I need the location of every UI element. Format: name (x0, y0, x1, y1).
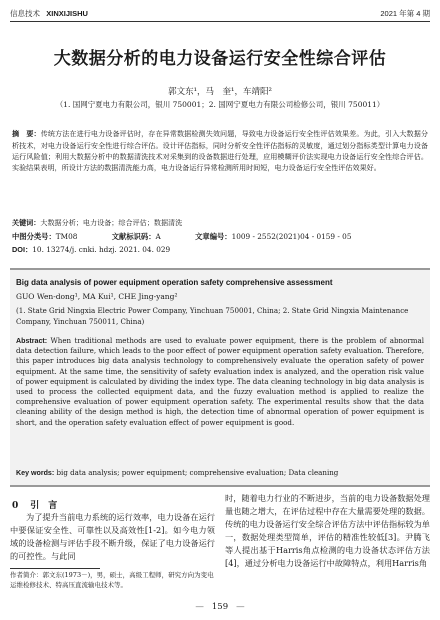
body-column-right (225, 492, 430, 570)
english-abstract-label: Abstract: (16, 337, 48, 345)
doi-row (12, 245, 428, 255)
english-keywords (16, 468, 424, 477)
abstract-cn-text: 传统方法在进行电力设备评估时，存在异常数据检测失效问题，导致电力设备运行安全性评估效果差。为此，引入大数据分析技术，对电力设备运行安全性进行综合评估。设计评估指标，同时分析安全性评估指标的灵敏度，通过划分指标类型计算电力设备运行风险值；利用大数据分析中的数据清洗技术对采集到的设备数据进行处理，应用模糊评价法实现电力设备运行安全性综合评估。实验结果表明，所设计方法的数据清洗能力高，电力设备运行异常检测所用时间短，电力设备运行安全性评估效果好。 (12, 129, 429, 172)
intro-paragraph-left: 为了提升当前电力系统的运行效率，电力设备在运行中要保证安全性、可靠性以及高效性[1-2]。如今电力领域的设备检测与评估手段不断升级，保证了电力设备运行的可控性。与此同 (10, 512, 215, 561)
footnote-divider (10, 568, 100, 569)
clc-value: TM08 (55, 232, 78, 241)
header-divider (10, 21, 430, 22)
english-authors: GUO Wen-dong¹, MA Kui¹, CHE Jing-yang² (16, 292, 178, 301)
paper-title: 大数据分析的电力设备运行安全性综合评估 (53, 49, 387, 69)
classification-row (12, 232, 428, 242)
english-keywords-text: big data analysis; power equipment; comprehensive evaluation; Data cleaning (56, 468, 339, 477)
abstract-cn-label: 摘 要： (12, 130, 41, 138)
author-list: 郭文东¹，马 奎¹，车靖阳² (168, 87, 272, 97)
section-title-text: 引 言 (30, 501, 58, 511)
journal-name-en: XINXIJISHU (46, 9, 88, 18)
english-abstract-box (10, 268, 430, 487)
article-no-label: 文章编号： (195, 232, 232, 241)
clc-label: 中图分类号： (12, 232, 56, 241)
doi-label: DOI： (12, 245, 33, 254)
abstract-cn (12, 128, 428, 173)
article-no-value: 1009 - 2552(2021)04 - 0159 - 05 (231, 232, 352, 241)
author-footnote: 作者简介：郭文东(1973－)，男，硕士，高级工程师，研究方向为变电运维检修技术、特高压直流输电技术等。 (10, 571, 214, 589)
english-title: Big data analysis of power equipment operation safety comprehensive assessment (16, 278, 333, 287)
issue-label: 2021 年第 4 期 (380, 9, 430, 18)
keywords-cn-label: 关键词： (12, 219, 41, 227)
section-heading-intro (12, 498, 215, 511)
section-number: 0 (12, 501, 19, 511)
english-abstract-text: When traditional methods are used to evaluate power equipment, there is the problem of abnormal data detection failure, which leads to the poor effect of power equipment operation safety evaluation. Therefore, this paper introduces big data analysis technology to comprehensively evaluate the operation safety of power equipment. At the same time, the sensitivity of safety evaluation index is analyzed, and the operation risk value of power equipment is calculated by dividing the index type. The data cleaning technology in big data analysis is used to process the collected equipment data, and the fuzzy evaluation method is applied to realize the comprehensive evaluation of power equipment operation safety. The experimental results show that the data cleaning ability of the design method is high, the detection time of abnormal operation of power equipment is short, and the operation safety evaluation effect of power equipment is good. (16, 336, 424, 427)
english-abstract (16, 336, 424, 428)
keywords-cn (12, 218, 428, 228)
journal-name-cn: 信息技术 (10, 9, 40, 18)
doc-code-label: 文献标识码： (111, 232, 156, 241)
english-keywords-label: Key words: (16, 469, 55, 477)
doc-code-value: A (155, 232, 161, 241)
body-column-left (10, 492, 215, 563)
page-number: — 159 — (195, 602, 245, 612)
doi-value: 10. 13274/j. cnki. hdzj. 2021. 04. 029 (32, 245, 171, 254)
english-affiliation: (1. State Grid Ningxia Electric Power Company, Yinchuan 750001, China; 2. State Grid Ningxia Maintenance Company, Yinchuan 750011, China) (16, 306, 409, 326)
keywords-cn-text: 大数据分析；电力设备；综合评估；数据清洗 (40, 218, 183, 227)
running-header (10, 6, 430, 20)
page-number-value: 159 (211, 602, 229, 612)
intro-paragraph-right: 时，随着电力行业的不断进步，当前的电力设备数据处理量也随之增大，在评估过程中存在大量需要处理的数据。传统的电力设备运行安全综合评估方法中评估指标较为单一，数据处理类型简单，评估的精准性较低[3]。尹腾飞等人提出基于Harris角点检测的电力设备状态评估方法[4]，通过分析电力设备运行中故障特点，利用Harris角 (225, 493, 430, 568)
affiliations: （1. 国网宁夏电力有限公司，银川 750001；2. 国网宁夏电力有限公司检修公司，银川 750011） (55, 100, 385, 109)
